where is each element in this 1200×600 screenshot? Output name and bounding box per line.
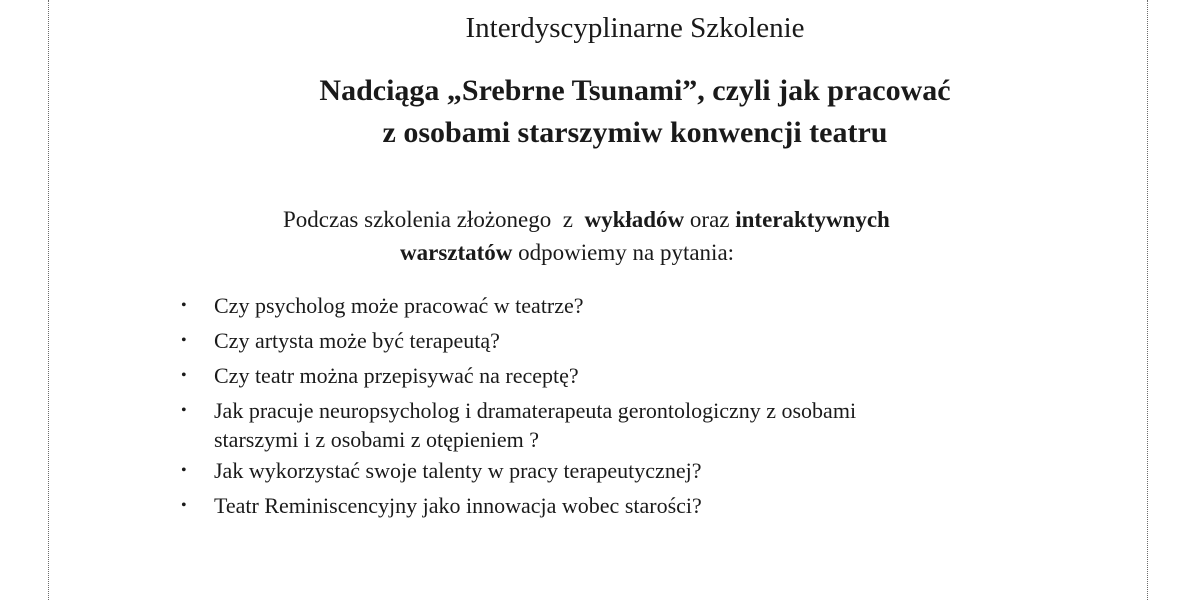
bullet-icon: • [181,497,187,514]
bullet-icon: • [181,297,187,314]
list-item-text: Czy artysta może być terapeutą? [214,328,500,353]
intro-text: oraz [684,207,736,232]
intro-bold-lectures: wykładów [584,207,685,232]
document-title-line-2: z osobami starszymiw konwencji teatru [382,116,888,149]
document-subtitle: Interdyscyplinarne Szkolenie [465,12,805,44]
list-item-text: Czy psycholog może pracować w teatrze? [214,293,584,318]
list-item-text: starszymi i z osobami z otępieniem ? [214,427,540,452]
intro-text: Podczas szkolenia złożonego z [283,207,585,232]
bullet-icon: • [181,462,187,479]
intro-text: odpowiemy na pytania: [512,240,735,265]
document-title-line-1: Nadciąga „Srebrne Tsunami”, czyli jak pracować [319,74,951,107]
intro-bold-workshops: warsztatów [400,240,513,265]
list-item-text: Czy teatr można przepisywać na receptę? [214,363,579,388]
bullet-icon: • [181,402,187,419]
list-item-text: Jak pracuje neuropsycholog i dramaterapeuta gerontologiczny z osobami [214,398,857,423]
intro-bold-interactive: interaktywnych [735,207,890,232]
list-item-text: Teatr Reminiscencyjny jako innowacja wobec starości? [214,493,702,518]
bullet-icon: • [181,367,187,384]
intro-paragraph-line-1 [283,205,890,235]
list-item-text: Jak wykorzystać swoje talenty w pracy terapeutycznej? [214,458,702,483]
bullet-icon: • [181,332,187,349]
intro-paragraph-line-2 [400,238,734,268]
